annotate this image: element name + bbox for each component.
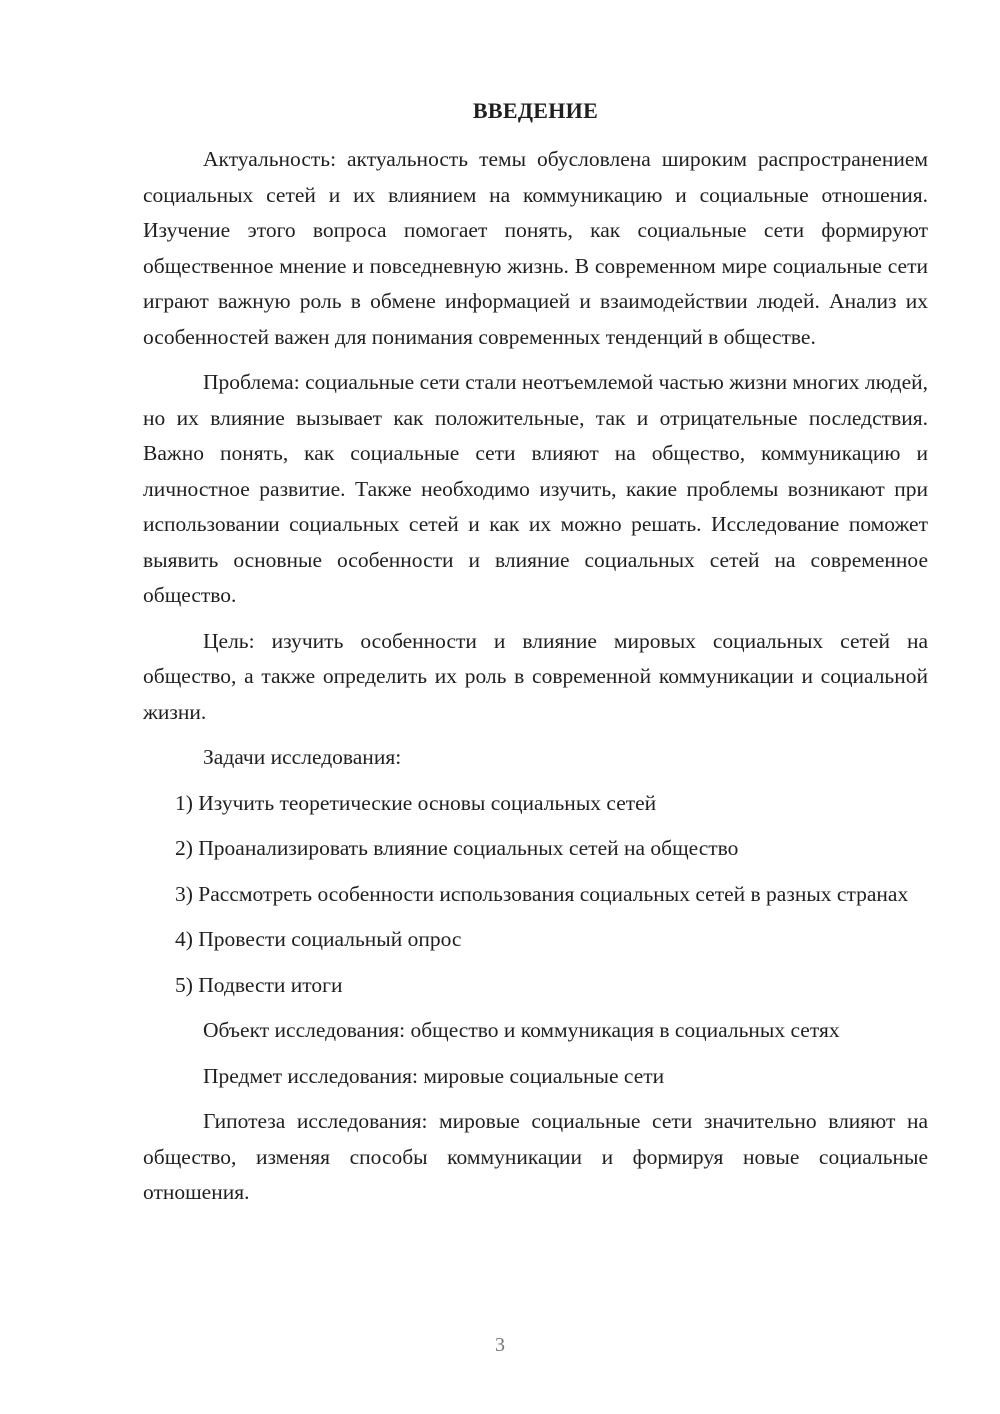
paragraph-goal: Цель: изучить особенности и влияние мировых социальных сетей на общество, а также определить их роль в современной коммуникации и социальной жизни. [143, 628, 928, 724]
paragraph-tasks-heading: Задачи исследования: [203, 745, 402, 769]
section-title: ВВЕДЕНИЕ [472, 98, 599, 123]
paragraph-relevance: Актуальность: актуальность темы обусловлена широким распространением социальных сетей и их влиянием на коммуникацию и социальные отношения. Изучение этого вопроса помогает понять, как социальные сети формируют общественное мнение и повседневную жизнь. В современном мире социальные сети играют важную роль в обмене информацией и взаимодействии людей. Анализ их особенностей важен для понимания современных тенденций в обществе. [143, 147, 928, 349]
page-number: 3 [495, 1334, 505, 1356]
task-item-3: 3) Рассмотреть особенности использования социальных сетей в разных странах [175, 881, 909, 906]
paragraph-subject: Предмет исследования: мировые социальные сети [203, 1063, 665, 1088]
task-item-1: 1) Изучить теоретические основы социальных сетей [175, 790, 657, 815]
task-item-4: 4) Провести социальный опрос [175, 927, 462, 951]
document-page [143, 96, 928, 1221]
task-item-5: 5) Подвести итоги [175, 972, 343, 997]
task-item-2: 2) Проанализировать влияние социальных сетей на общество [175, 836, 739, 860]
paragraph-problem: Проблема: социальные сети стали неотъемлемой частью жизни многих людей, но их влияние вызывает как положительные, так и отрицательные последствия. Важно понять, как социальные сети влияют на общество, коммуникацию и личностное развитие. Также необходимо изучить, какие проблемы возникают при использовании социальных сетей и как их можно решать. Исследование поможет выявить основные особенности и влияние социальных сетей на современное общество. [143, 370, 928, 607]
paragraph-hypothesis: Гипотеза исследования: мировые социальные сети значительно влияют на общество, изменяя способы коммуникации и формируя новые социальные отношения. [143, 1109, 928, 1204]
paragraph-object: Объект исследования: общество и коммуникация в социальных сетях [203, 1018, 840, 1042]
